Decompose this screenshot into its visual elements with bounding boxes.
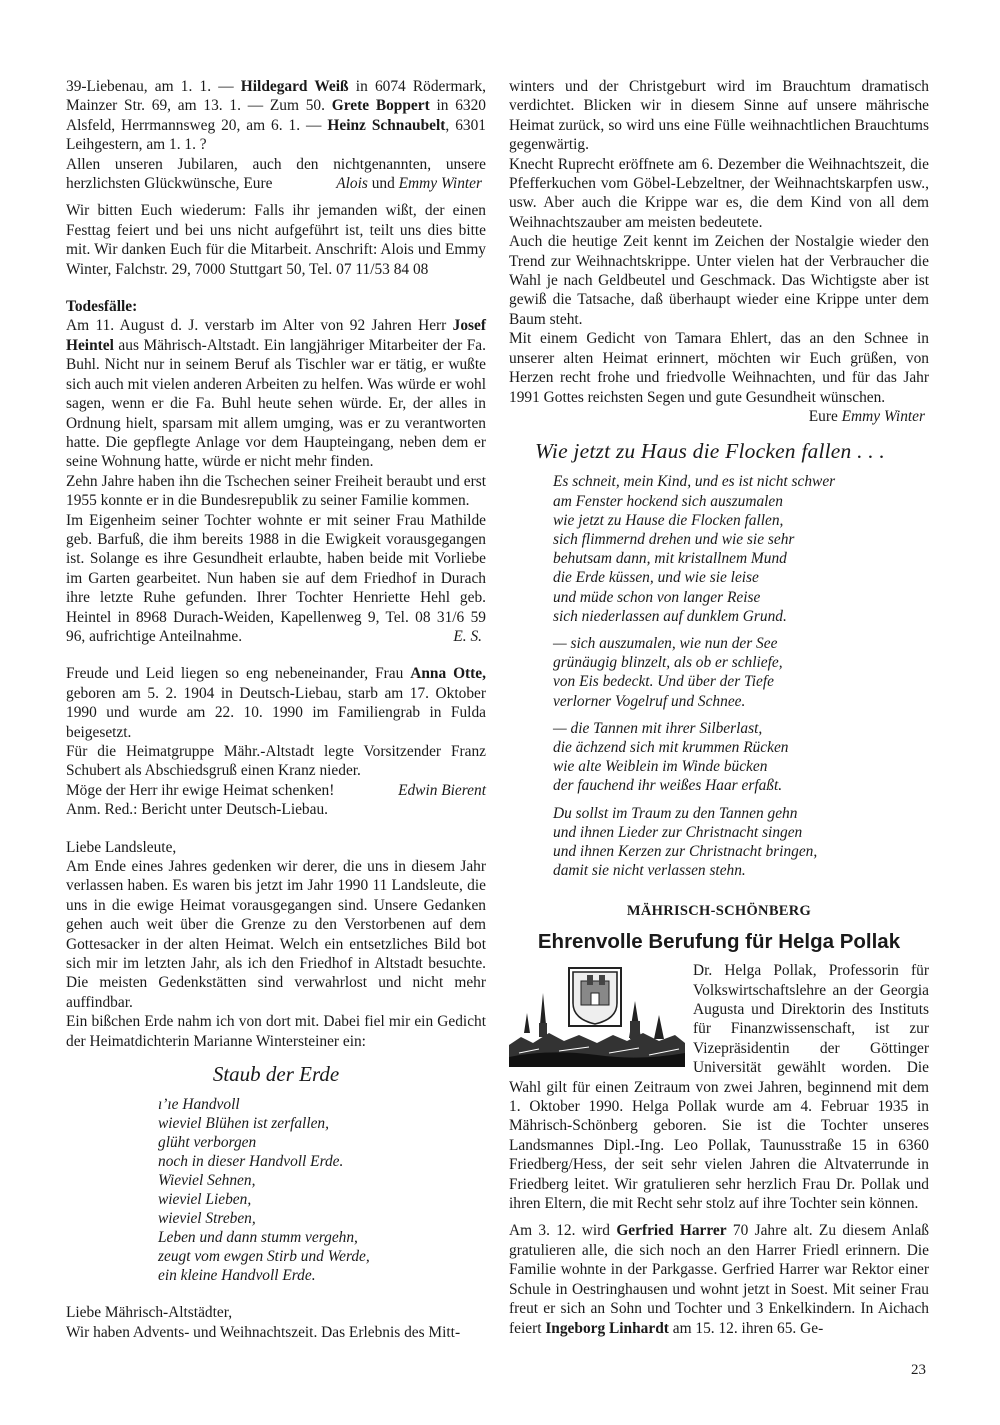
signature: E. S. [453,627,482,645]
pollak-paragraph: Dr. Helga Pollak, Professorin für Volkswirtschaftslehre an der Georgia Augusta und Direktorin des Instituts für Finanzwissenschaft, ist zur Vizepräsidentin der Göttinger Universität gewählt worden. Die Wahl gilt für einen Zeitraum von zwei Jahren, beginnend mit dem 1. Oktober 1990. Helga Pollak wurde am 4. Februar 1935 in Mährisch-Schönberg geboren. Sie ist die Tochter unseres Landsmannes Dipl.-Ing. Leo Pollak, Taunusstraße 15 in 6360 Friedberg/Hess, der seit sehr vielen Jahren die Altvaterrunde in Friedberg leitet. Wir gratulieren sehr herzlich Frau Dr. Pollak und ihren Eltern, die mit Recht sehr stolz auf ihre Tochter sein können. [509,962,929,1213]
signature: Alois und Emmy Winter [336,175,482,193]
christmas-paragraph: Mit einem Gedicht von Tamara Ehlert, das an den Schnee in unserer alten Heimat erinnert, möchten wir Euch grüßen, von Herzen recht frohe und friedvolle Weihnachten, und für das Jahr 1991 Gottes reichsten Segen und gute Gesundheit wünschen. [509,330,929,406]
poem-line: Leben und dann stumm vergehn, [158,1229,358,1247]
birthday-list-paragraph: 39-Liebenau, am 1. 1. — Hildegard Weiß in 6074 Rödermark, Mainzer Str. 69, am 13. 1. — Zum 50. Grete Boppert in 6320 Alsfeld, Herrmannsweg 20, am 6. 1. — Heinz Schnaubelt, 6301 Leihgestern, am 1. 1. ? [66,78,487,154]
poem-line: ein kleine Handvoll Erde. [158,1267,316,1285]
christmas-paragraph: Auch die heutige Zeit kennt im Zeichen der Nostalgie wieder den Trend zur Weihnachtskrippe. Unter vielen hat der Verbraucher die Wahl je nach Geldbeutel und Geschmack. Das Wichtigste aber ist gewiß die Tatsache, daß überhaupt wieder eine Krippe unter dem Baum steht. [509,233,929,328]
left-column [66,77,486,1342]
poem-line: von Eis bedeckt. Und über der Tiefe [553,673,774,691]
town-coat-of-arms-illustration [509,963,685,1068]
poem-line: wieviel Streben, [158,1210,256,1228]
poem-title: Staub der Erde [212,1062,340,1087]
section-label: MÄHRISCH-SCHÖNBERG [626,903,812,920]
salutation: Liebe Landsleute, [66,838,177,856]
birthday-paragraph: Am 3. 12. wird Gerfried Harrer 70 Jahre alt. Zu diesem Anlaß gratulieren alle, die sich noch an den Harrer Friedl erinnern. Die Familie wohnte in der Parkgasse. Gerfried Harrer war Rektor einer Schule in Oestringhausen und wohnt jetzt in Soest. Mit seiner Frau freut er sich an Sohn und Tochter und 3 Enkelkindern. In Aichach feiert Ingeborg Linhardt am 15. 12. ihren 65. Ge- [509,1222,929,1337]
obituary-paragraph: Zehn Jahre haben ihn die Tschechen seiner Freiheit beraubt und erst 1955 konnte er in die Bundesrepublik zu seiner Familie kommen. [66,472,486,510]
poem-line: sich niederlassen auf dunklem Grund. [553,607,787,625]
christmas-paragraph: Wir haben Advents- und Weihnachtszeit. Das Erlebnis des Mitt- [66,1323,461,1341]
poem-line: und müde schon von langer Reise [553,588,761,606]
blessing-line: Möge der Herr ihr ewige Heimat schenken! Edwin Bierent [66,781,486,799]
editor-note: Anm. Red.: Bericht unter Deutsch-Liebau. [66,801,328,819]
poem-line: und ihnen Kerzen zur Christnacht bringen, [553,842,818,860]
poem-stanza [553,472,929,626]
poem-stanza [553,719,929,796]
salutation: Liebe Mährisch-Altstädter, [66,1304,233,1322]
poem-line: — die Tannen mit ihrer Silberlast, [553,719,763,737]
poem-line: wieviel Blühen ist zerfallen, [158,1115,329,1133]
poem [158,1095,486,1285]
obituary-otte: Freude und Leid liegen so eng nebeneinander, Frau Anna Otte, geboren am 5. 2. 1904 in Deutsch-Liebau, starb am 17. Oktober 1990 und wurde am 22. 10. 1990 im Familiengrab in Fulda beigesetzt. [66,665,486,741]
poem-line: noch in dieser Handvoll Erde. [158,1153,344,1171]
wreath-paragraph: Für die Heimatgruppe Mähr.-Altstadt legte Vorsitzender Franz Schubert als Abschiedsgruß einen Kranz nieder. [66,743,486,780]
jubilee-greeting: Allen unseren Jubilaren, auch den nichtgenannten, unsere herzlichsten Glückwünsche, Eure Alois und Emmy Winter [66,155,486,193]
poem-line: sich flimmernd drehen und wie sie sehr [553,530,795,548]
memorial-paragraph: Am Ende eines Jahres gedenken wir derer, die uns in diesem Jahr verlassen haben. Es waren bis jetzt im Jahr 1990 11 Landsleute, die uns in die ewige Heimat vorausgegangen sind. Unsere Gedanken gehen auch weit über die Grenze zu den Verstorbenen auf dem Gottesacker in der alten Heimat. Welch ein entsetzliches Bild bot sich mir im letzten Jahr, als ich den Friedhof in Altstadt besuchte. Die meisten Gedenkstätten sind verwahrlost und nicht mehr auffindbar. [66,858,486,1011]
poem-line: — sich auszumalen, wie nun der See [553,634,778,652]
poem-line: Wieviel Sehnen, [158,1172,256,1190]
poem-line: der fauchend ihr weißes Haar erfaßt. [553,777,783,795]
poem-line: damit sie nicht verlassen stehn. [553,862,746,880]
right-column [509,77,929,1338]
poem-line: grünäugig blinzelt, als ob er schliefe, [553,654,783,672]
poem-stanza [553,804,929,881]
poem-line: und ihnen Lieder zur Christnacht singen [553,823,803,841]
article-headline: Ehrenvolle Berufung für Helga Pollak [537,929,901,953]
christmas-paragraph: Knecht Ruprecht eröffnete am 6. Dezember die Weihnachtszeit, die Pfefferkuchen vom Göbel-Lebzeltner, der Weihnachtskarpfen usw., usw. Aber auch die Krippe war es, die dem Kind von all dem Weihnachtszauber am meisten bedeutete. [509,155,929,231]
poem-line: am Fenster hockend sich auszumalen [553,492,783,510]
obituary-heintel: Am 11. August d. J. verstarb im Alter von 92 Jahren Herr Josef Heintel aus Mährisch-Altstadt. Ein langjähriger Mitarbeiter der Fa. Buhl. Nicht nur in seinem Beruf als Tischler war er tätig, er wußte sich auch mit vielen anderen Arbeiten zu helfen. Was würde er wohl sagen, wenn er die Fa. Buhl heute sehen würde. Er, der alles in Ordnung hielt, sparsam mit allem umging, was er zu verantworten hatte. Die gepflegte Anlage vor dem Haupteingang, neben dem er seine Wohnung hatte, würde er nicht mehr finden. [66,317,486,471]
signature: Edwin Bierent [398,781,486,799]
poem-line: wie alte Weiblein im Winde bücken [553,758,768,776]
poem-line: glüht verborgen [158,1134,257,1152]
poem [553,472,929,880]
poem-line: wieviel Lieben, [158,1191,252,1209]
poem-stanza [553,634,929,711]
poem-line: Es schneit, mein Kind, und es ist nicht schwer [553,473,836,491]
poem-line: verlorner Vogelruf und Schnee. [553,692,746,710]
poem-line: ıʼıe Handvoll [158,1096,240,1114]
signature: Eure Emmy Winter [808,407,925,425]
poem-line: wie jetzt zu Hause die Flocken fallen, [553,511,784,529]
article-body [509,961,929,1213]
deaths-heading: Todesfälle: [66,298,138,316]
poem-line: die Erde küssen, und wie sie leise [553,569,759,587]
page-number: 23 [911,1362,926,1378]
request-paragraph: Wir bitten Euch wiederum: Falls ihr jemanden wißt, der einen Festtag feiert und bei uns nicht aufgeführt ist, teilt uns dies bitte mit. Wir danken Euch für die Mitarbeit. Anschrift: Alois und Emmy Winter, Falchstr. 29, 7000 Stuttgart 50, Tel. 07 11/53 84 08 [66,202,486,278]
poem-line: zeugt vom ewgen Stirb und Werde, [158,1248,370,1266]
poem-line: die ächzend sich mit krummen Rücken [553,738,789,756]
christmas-paragraph: winters und der Christgeburt wird im Brauchtum dramatisch verdichtet. Blicken wir in diesem Sinne auf unsere mährische Heimat zurück, so wird uns eine Fülle weihnachtlichen Brauchtums gegenwärtig. [509,78,929,154]
poem-title: Wie jetzt zu Haus die Flocken fallen . . . [535,439,885,464]
poem-line: Du sollst im Traum zu den Tannen gehn [553,804,798,822]
obituary-paragraph: Im Eigenheim seiner Tochter wohnte er mit seiner Frau Mathilde geb. Barfuß, die ihm bereits 1988 in die Ewigkeit vorausgegangen ist. Solange es ihre Gesundheit erlaubte, haben beide mit Vorliebe im Garten gearbeitet. Nun haben sie auf dem Friedhof in Durach ihre letzte Ruhe gefunden. Ihrer Tochter Henriette Hehl geb. Heintel in 8968 Durach-Weiden, Kapellenweg 9, Tel. 08 31/6 59 96, aufrichtige Anteilnahme. E. S. [66,511,486,645]
poem-line: behutsam dann, mit kristallnem Mund [553,550,787,568]
memorial-paragraph: Ein bißchen Erde nahm ich von dort mit. Dabei fiel mir ein Gedicht der Heimatdichterin Marianne Wintersteiner ein: [66,1013,486,1050]
